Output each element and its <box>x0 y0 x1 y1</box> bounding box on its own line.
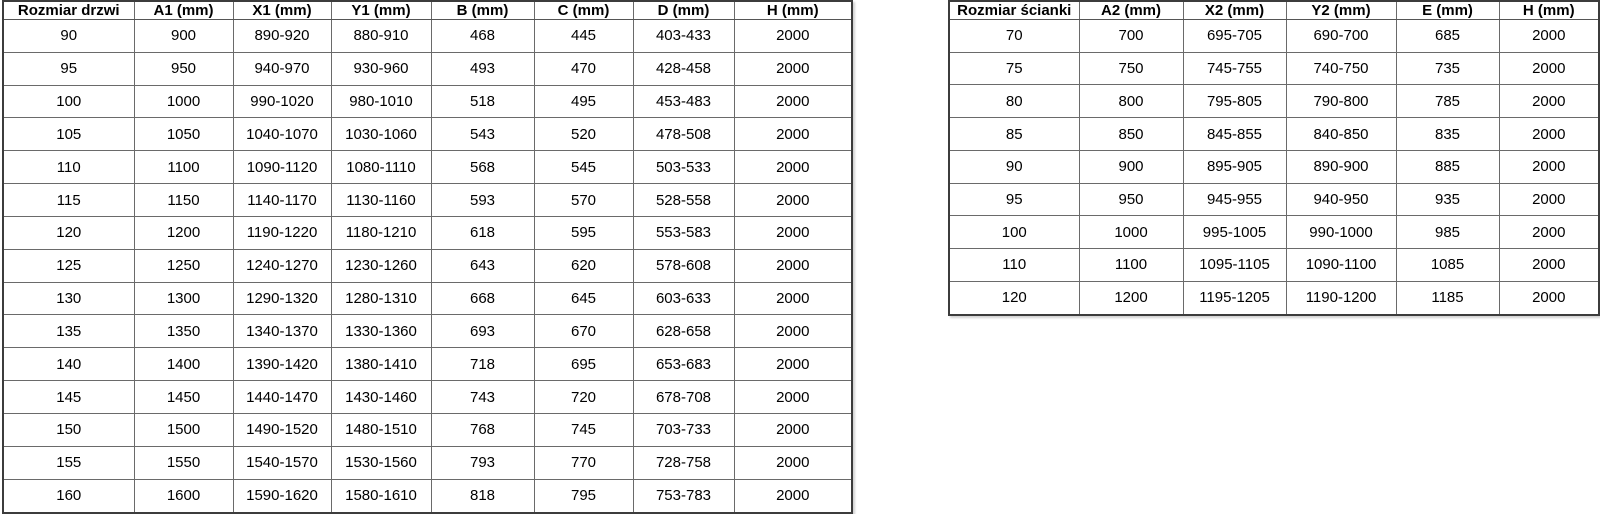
table-cell: 1190-1200 <box>1286 281 1396 315</box>
table-cell: 120 <box>3 216 134 249</box>
table-cell: 2000 <box>734 52 852 85</box>
table-cell: 1580-1610 <box>331 479 431 513</box>
table-row <box>3 52 852 85</box>
table-cell: 1130-1160 <box>331 184 431 217</box>
table-cell: 100 <box>949 216 1079 249</box>
table-cell: 840-850 <box>1286 118 1396 151</box>
table-cell: 618 <box>431 216 534 249</box>
table-cell: 90 <box>3 20 134 53</box>
table-row <box>3 479 852 513</box>
table-cell: 100 <box>3 85 134 118</box>
table-cell: 1500 <box>134 413 233 446</box>
table-cell: 1000 <box>1079 216 1183 249</box>
column-header: Rozmiar drzwi <box>3 1 134 20</box>
table-cell: 553-583 <box>633 216 734 249</box>
table-cell: 1280-1310 <box>331 282 431 315</box>
table-cell: 1550 <box>134 446 233 479</box>
table-cell: 2000 <box>1499 85 1599 118</box>
table-cell: 468 <box>431 20 534 53</box>
table-cell: 670 <box>534 315 633 348</box>
table-cell: 2000 <box>734 85 852 118</box>
table-cell: 795 <box>534 479 633 513</box>
table-cell: 800 <box>1079 85 1183 118</box>
table-cell: 428-458 <box>633 52 734 85</box>
table-cell: 795-805 <box>1183 85 1286 118</box>
table-cell: 2000 <box>734 118 852 151</box>
table-cell: 125 <box>3 249 134 282</box>
table-cell: 503-533 <box>633 151 734 184</box>
table-cell: 1090-1120 <box>233 151 331 184</box>
table-cell: 95 <box>949 183 1079 216</box>
table-cell: 493 <box>431 52 534 85</box>
column-header: D (mm) <box>633 1 734 20</box>
column-header: Y2 (mm) <box>1286 1 1396 20</box>
table-cell: 80 <box>949 85 1079 118</box>
table-row <box>949 216 1599 249</box>
table-cell: 593 <box>431 184 534 217</box>
table-cell: 940-950 <box>1286 183 1396 216</box>
table-row <box>3 85 852 118</box>
table-cell: 2000 <box>734 20 852 53</box>
table-cell: 770 <box>534 446 633 479</box>
column-header: E (mm) <box>1396 1 1499 20</box>
table-cell: 2000 <box>1499 216 1599 249</box>
table-cell: 2000 <box>734 479 852 513</box>
table-cell: 568 <box>431 151 534 184</box>
table-cell: 643 <box>431 249 534 282</box>
table-cell: 818 <box>431 479 534 513</box>
table-cell: 1300 <box>134 282 233 315</box>
table-cell: 2000 <box>734 184 852 217</box>
table-cell: 850 <box>1079 118 1183 151</box>
table-cell: 985 <box>1396 216 1499 249</box>
table-cell: 2000 <box>1499 249 1599 282</box>
table-cell: 945-955 <box>1183 183 1286 216</box>
table-cell: 453-483 <box>633 85 734 118</box>
table-cell: 1330-1360 <box>331 315 431 348</box>
table-cell: 695 <box>534 348 633 381</box>
table-cell: 70 <box>949 20 1079 53</box>
table-cell: 95 <box>3 52 134 85</box>
table-cell: 1090-1100 <box>1286 249 1396 282</box>
table-cell: 1350 <box>134 315 233 348</box>
table-cell: 628-658 <box>633 315 734 348</box>
table-cell: 1100 <box>134 151 233 184</box>
table-cell: 1250 <box>134 249 233 282</box>
table-cell: 995-1005 <box>1183 216 1286 249</box>
table-cell: 690-700 <box>1286 20 1396 53</box>
table-row <box>949 118 1599 151</box>
table-cell: 753-783 <box>633 479 734 513</box>
table-cell: 718 <box>431 348 534 381</box>
table-cell: 1600 <box>134 479 233 513</box>
table-cell: 1200 <box>1079 281 1183 315</box>
table-cell: 990-1000 <box>1286 216 1396 249</box>
table-row <box>949 281 1599 315</box>
table-row <box>949 183 1599 216</box>
table-cell: 793 <box>431 446 534 479</box>
table-cell: 150 <box>3 413 134 446</box>
table-cell: 135 <box>3 315 134 348</box>
table-cell: 1230-1260 <box>331 249 431 282</box>
table-row <box>3 315 852 348</box>
table-cell: 1095-1105 <box>1183 249 1286 282</box>
table-cell: 1400 <box>134 348 233 381</box>
door-dimensions-table <box>2 0 853 514</box>
table-cell: 130 <box>3 282 134 315</box>
table-cell: 990-1020 <box>233 85 331 118</box>
table-cell: 2000 <box>734 151 852 184</box>
table-cell: 90 <box>949 150 1079 183</box>
table-cell: 578-608 <box>633 249 734 282</box>
table-row <box>949 52 1599 85</box>
table-row <box>3 413 852 446</box>
table-cell: 735 <box>1396 52 1499 85</box>
table-row <box>949 20 1599 53</box>
table-cell: 1200 <box>134 216 233 249</box>
column-header: B (mm) <box>431 1 534 20</box>
table-row <box>3 151 852 184</box>
table-cell: 478-508 <box>633 118 734 151</box>
table-cell: 1380-1410 <box>331 348 431 381</box>
table-cell: 1290-1320 <box>233 282 331 315</box>
table-cell: 1140-1170 <box>233 184 331 217</box>
table-cell: 120 <box>949 281 1079 315</box>
table-cell: 930-960 <box>331 52 431 85</box>
table-cell: 570 <box>534 184 633 217</box>
table-cell: 1450 <box>134 381 233 414</box>
table-row <box>3 20 852 53</box>
table-cell: 895-905 <box>1183 150 1286 183</box>
table-cell: 2000 <box>1499 150 1599 183</box>
table-cell: 835 <box>1396 118 1499 151</box>
table-cell: 1390-1420 <box>233 348 331 381</box>
table-cell: 885 <box>1396 150 1499 183</box>
table-cell: 495 <box>534 85 633 118</box>
table-cell: 1190-1220 <box>233 216 331 249</box>
table-cell: 110 <box>3 151 134 184</box>
table-cell: 1195-1205 <box>1183 281 1286 315</box>
table-row <box>949 85 1599 118</box>
table-row <box>3 282 852 315</box>
table-cell: 140 <box>3 348 134 381</box>
table-cell: 935 <box>1396 183 1499 216</box>
table-cell: 1185 <box>1396 281 1499 315</box>
table-cell: 845-855 <box>1183 118 1286 151</box>
table-cell: 2000 <box>734 381 852 414</box>
table-cell: 145 <box>3 381 134 414</box>
table-cell: 768 <box>431 413 534 446</box>
table-cell: 685 <box>1396 20 1499 53</box>
table-cell: 2000 <box>734 315 852 348</box>
table-cell: 900 <box>1079 150 1183 183</box>
table-cell: 1480-1510 <box>331 413 431 446</box>
table-cell: 2000 <box>734 413 852 446</box>
table-cell: 1490-1520 <box>233 413 331 446</box>
table-cell: 2000 <box>734 249 852 282</box>
table-cell: 1180-1210 <box>331 216 431 249</box>
table-cell: 1040-1070 <box>233 118 331 151</box>
table-cell: 1240-1270 <box>233 249 331 282</box>
table-cell: 75 <box>949 52 1079 85</box>
column-header: X1 (mm) <box>233 1 331 20</box>
table-cell: 2000 <box>734 216 852 249</box>
table-cell: 745 <box>534 413 633 446</box>
table-cell: 1100 <box>1079 249 1183 282</box>
table-cell: 595 <box>534 216 633 249</box>
table-cell: 645 <box>534 282 633 315</box>
table-cell: 2000 <box>1499 183 1599 216</box>
column-header: A2 (mm) <box>1079 1 1183 20</box>
table-cell: 980-1010 <box>331 85 431 118</box>
column-header: X2 (mm) <box>1183 1 1286 20</box>
table-row <box>3 118 852 151</box>
table-row <box>3 348 852 381</box>
table-cell: 950 <box>1079 183 1183 216</box>
table-cell: 703-733 <box>633 413 734 446</box>
wall-table-header-row <box>949 1 1599 20</box>
table-cell: 620 <box>534 249 633 282</box>
table-cell: 900 <box>134 20 233 53</box>
table-cell: 2000 <box>1499 20 1599 53</box>
table-cell: 890-900 <box>1286 150 1396 183</box>
table-cell: 668 <box>431 282 534 315</box>
table-cell: 1590-1620 <box>233 479 331 513</box>
column-header: C (mm) <box>534 1 633 20</box>
table-row <box>3 216 852 249</box>
table-cell: 790-800 <box>1286 85 1396 118</box>
table-cell: 1080-1110 <box>331 151 431 184</box>
table-cell: 1085 <box>1396 249 1499 282</box>
table-cell: 110 <box>949 249 1079 282</box>
table-cell: 545 <box>534 151 633 184</box>
table-cell: 105 <box>3 118 134 151</box>
table-cell: 1000 <box>134 85 233 118</box>
table-cell: 1530-1560 <box>331 446 431 479</box>
table-cell: 890-920 <box>233 20 331 53</box>
table-cell: 115 <box>3 184 134 217</box>
table-cell: 445 <box>534 20 633 53</box>
table-cell: 743 <box>431 381 534 414</box>
table-cell: 518 <box>431 85 534 118</box>
table-cell: 2000 <box>734 282 852 315</box>
column-header: Y1 (mm) <box>331 1 431 20</box>
table-cell: 160 <box>3 479 134 513</box>
table-cell: 603-633 <box>633 282 734 315</box>
table-cell: 1440-1470 <box>233 381 331 414</box>
table-cell: 693 <box>431 315 534 348</box>
table-cell: 2000 <box>1499 118 1599 151</box>
table-cell: 695-705 <box>1183 20 1286 53</box>
table-cell: 728-758 <box>633 446 734 479</box>
column-header: A1 (mm) <box>134 1 233 20</box>
table-cell: 785 <box>1396 85 1499 118</box>
table-cell: 1150 <box>134 184 233 217</box>
table-cell: 403-433 <box>633 20 734 53</box>
table-cell: 2000 <box>1499 52 1599 85</box>
table-cell: 543 <box>431 118 534 151</box>
table-cell: 745-755 <box>1183 52 1286 85</box>
table-cell: 653-683 <box>633 348 734 381</box>
table-cell: 528-558 <box>633 184 734 217</box>
table-cell: 470 <box>534 52 633 85</box>
table-row <box>3 249 852 282</box>
table-cell: 678-708 <box>633 381 734 414</box>
table-cell: 2000 <box>1499 281 1599 315</box>
table-row <box>3 446 852 479</box>
table-cell: 155 <box>3 446 134 479</box>
door-table-header-row <box>3 1 852 20</box>
table-cell: 2000 <box>734 348 852 381</box>
table-row <box>949 249 1599 282</box>
table-cell: 1540-1570 <box>233 446 331 479</box>
table-cell: 700 <box>1079 20 1183 53</box>
table-cell: 940-970 <box>233 52 331 85</box>
table-cell: 750 <box>1079 52 1183 85</box>
table-row <box>3 184 852 217</box>
wall-dimensions-table <box>948 0 1600 316</box>
table-cell: 740-750 <box>1286 52 1396 85</box>
table-cell: 520 <box>534 118 633 151</box>
table-cell: 85 <box>949 118 1079 151</box>
table-cell: 880-910 <box>331 20 431 53</box>
table-row <box>949 150 1599 183</box>
column-header: Rozmiar ścianki <box>949 1 1079 20</box>
table-cell: 1050 <box>134 118 233 151</box>
table-row <box>3 381 852 414</box>
table-cell: 2000 <box>734 446 852 479</box>
table-cell: 950 <box>134 52 233 85</box>
column-header: H (mm) <box>1499 1 1599 20</box>
table-cell: 1430-1460 <box>331 381 431 414</box>
table-cell: 1340-1370 <box>233 315 331 348</box>
table-cell: 720 <box>534 381 633 414</box>
column-header: H (mm) <box>734 1 852 20</box>
table-cell: 1030-1060 <box>331 118 431 151</box>
